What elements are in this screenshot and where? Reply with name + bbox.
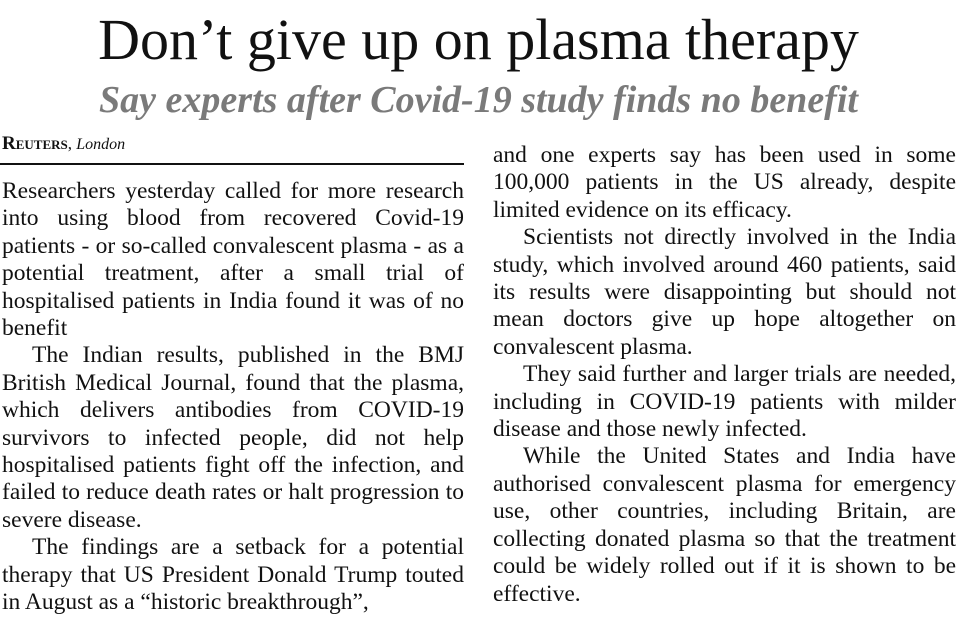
byline [2, 131, 462, 158]
paragraph: Scientists not directly involved in the India study, which involved around 460 patients, said its results were disappointing but should not mean doctors give up hope altogether on convalescent plasma. [493, 224, 956, 360]
article-column-left [2, 178, 464, 617]
paragraph: The findings are a setback for a potential therapy that US President Donald Trump touted in August as a “historic breakthrough”, [2, 534, 464, 616]
paragraph: While the United States and India have authorised convalescent plasma for emergency use, other countries, including Britain, are collecting donated plasma so that the treatment could be widely rolled out if it is shown to be effective. [493, 443, 956, 607]
paragraph: Researchers yesterday called for more research into using blood from recovered Covid-19 patients - or so-called convalescent plasma - as a potential treatment, after a small trial of hospitalised patients in India found it was of no benefit [2, 178, 464, 342]
byline-separator: , [67, 134, 72, 153]
byline-rule [0, 163, 464, 165]
paragraph: The Indian results, published in the BMJ British Medical Journal, found that the plasma, which delivers antibodies from COVID-19 survivors to infected people, did not help hospitalised patients fight off the infection, and failed to reduce death rates or halt progression to severe disease. [2, 342, 464, 533]
byline-city: London [76, 136, 126, 153]
headline: Don’t give up on plasma therapy [98, 7, 859, 72]
paragraph: They said further and larger trials are needed, including in COVID-19 patients with milder disease and those newly infected. [493, 361, 956, 443]
paragraph: and one experts say has been used in some 100,000 patients in the US already, despite limited evidence on its efficacy. [493, 142, 956, 223]
byline-agency: Reuters [2, 133, 68, 154]
article-column-right [493, 142, 956, 608]
subheadline: Say experts after Covid-19 study finds no benefit [99, 79, 858, 121]
